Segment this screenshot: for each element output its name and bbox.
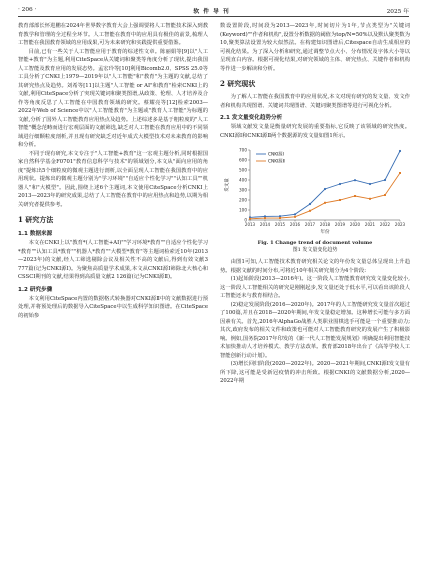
journal-year: 2025 年 [386,8,409,15]
x-tick-label: 2021 [364,222,376,227]
x-axis-label: 年份 [320,230,330,235]
data-point [384,179,386,181]
x-tick-label: 2015 [274,222,286,227]
y-tick-label: 700 [239,147,247,153]
figure-1 [220,144,410,254]
body-paragraph: (2)稳定发展阶段(2016—2020年)。2017年的人工智能研究发文量首次超过了100篇,并且在2018—2020年期间,年发文量稳定增加。这种增长可能与多方面因素有关。首先,2016年AlphaGo战胜人类职业围棋选手可能是一个重要推动力;其次,政府发布的相关文件和政策也可能对人工智能教育研究的发展产生了积极影响。例如,国务院2017年印发的《新一代人工智能发展规划》明确提出利用智能技术加快推动人才培养模式、教学方法改革。教育部2018年出台了《高等学校人工智能创新行动计划》。 [220,301,410,359]
subsection-heading: 1.1 数据来源 [18,231,53,237]
page-header [18,6,409,17]
y-tick-label: 500 [239,167,247,173]
data-point [294,216,296,218]
left-column [18,22,208,320]
x-tick-label: 2016 [289,222,301,227]
data-point [339,183,341,185]
data-point [294,213,296,215]
y-tick-label: 200 [239,197,247,203]
y-tick-label: 100 [239,207,247,213]
x-tick-label: 2020 [349,222,361,227]
y-tick-label: 300 [239,187,247,193]
x-tick-label: 2022 [379,222,391,227]
body-paragraph: 为了解人工智能在我国教育中的应用状况,本文对现有研究的发文量、发文作者和机构共现图谱、关键词共现图谱、关键词聚类图谱等进行可视化分析。 [220,94,410,109]
data-point [384,194,386,196]
y-tick-label: 0 [244,217,247,223]
data-point [354,179,356,181]
body-paragraph: 教育部部长怀进鹏在2024年世界数字教育大会上强调要将人工智能技术深入到教育教学和管理的全过程全环节。人工智能在教育中的应用具有极佳的前景,梳理人工智能在我国教育领域的应用成果,可为未来研究和实践提供重要借鉴。 [18,23,208,46]
journal-name: 软 件 导 刊 [193,8,230,15]
data-point [369,198,371,200]
body-paragraph: 目前,已有一些关于人工智能应用于教育的综述性文章。陈丽娟等[9]以"人工智能+教育"为主题,利用CiteSpace从关键词和聚类等角度分析了现状,提出我国人工智能及教育应用的发展态势。孟宏玲等[10]利用Bicomb2.0、SPSS 25.0等工具分析了CNKI上1979—2019年以"人工智能"和"教育"为主题的文献,总结了其研究热点及趋势。刘希等[11]以主题"人工智能 or AI"和教育"检索CNKI上的文献,利用CiteSpace分析了突现关键词和聚类图谱,从政策、伦理、人才培养及合作等角度反思了人工智能在中国教育领域的研究。蔡耀亮等[12]检索2003—2022年Web of Science中以"人工智能教育"为主题或"教育人工智能"为标题的文献,分析了国外人工智能教育应用热点及趋势。上述综述多是基于粗粒度的"人工智能"概念范畴而进行宏观层面的文献筛选,缺乏对人工智能在教育应用中的不同领域进行细颗粒度剖析,并且现有研究缺乏对近年成式大模型技术对未来教育的影响和分析。 [18,48,208,148]
data-point [339,199,341,201]
data-point [279,215,281,217]
y-tick-label: 400 [239,177,247,183]
x-tick-label: 2013 [244,222,256,227]
data-point [369,183,371,185]
data-point [324,202,326,204]
body-paragraph: 由图1可知,人工智能技术教育研究相关论文的年份发文量总体呈现出上升趋势。根据文献的时间分布,可将近10年相关研究划分为4个阶段: [220,259,410,274]
data-point [354,195,356,197]
data-point [399,150,401,152]
body-paragraph: 领域文献发文量是衡量研究发展的重要指标,它反映了该领域的研究热度。CNKI源Ⅰ和CNKI源Ⅱ两个数据源的发文量如图1所示。 [220,124,410,139]
data-point [249,218,251,220]
legend-label: CNKI源Ⅱ [268,159,285,165]
line-chart [220,144,410,236]
data-point [264,217,266,219]
legend-label: CNKI源Ⅰ [268,152,284,158]
body-paragraph: 不同于现有研究,本文专注于"人工智能+教育"这一宏观主题分析,同时根据国家自然科学基金F0701"教育信息科学与技术"的领域划分,本文从"面向应用的角度"提炼出5个细粒度的微观主题进行剖析,以全面呈现人工智能在我国教育中的应用现状。提炼出的微观主题分别为"学习环境""自适应个性化学习""认知工具""机器人"和"大模型"。因此,围绕上述6个主题词,本文使用CiteSpace分析CNKI上2013—2023年的研究成果,总结了人工智能在教育中的应用热点和趋势,以期为相关研究者提供参考。 [18,150,208,208]
data-point [279,217,281,219]
body-paragraph: 本文在CNKI上以"教育*(人工智能+AI)""学习环境*教育""自适应个性化学习*教育""认知工具*教育""机器人*教育""大模型*教育"等主题词检索近10年(2013—2023年)的文献,经人工筛选剔除会议及相关性不高的文献后,得到有效文献3 777篇(记为CNKI源Ⅰ)。为聚焦高质量学术成果,本文从CNKI源Ⅰ筛除北大核心和CSSCI期刊的文献,结果得到高质量文献2 126篇(记为CNKI源Ⅱ)。 [18,240,208,280]
y-axis-label: 发文量 [225,178,230,192]
y-tick-label: 600 [239,157,247,163]
figure-caption-cn: 图1 发文量变化趋势 [292,247,338,253]
page-number: · 206 · [18,7,37,13]
body-paragraph: (3)增长回归阶段(2020—2022年)。2020—2021年期间,CNKI源Ⅰ发文量有所下降,这可能是受新冠疫情的冲击所致。根据CNKI的文献数据分析,2020—2022年期 [220,361,411,384]
data-point [309,203,311,205]
subsection-heading: 1.2 研究步骤 [18,286,53,293]
x-tick-label: 2018 [319,222,331,227]
data-point [399,172,401,174]
series-line-2 [250,173,400,219]
x-tick-label: 2023 [394,222,406,227]
body-paragraph: (1)起始阶段(2013—2016年)。这一阶段人工智能教育研究发文量变化较小,这一阶段人工智能相关的研究是刚刚起步,发文量还处于低水平,可以看出该阶段人工智能还未与教育相结合。 [220,276,410,299]
body-paragraph: 数设置阶段,时间段为2013—2023年,时间切片为1年,节点类型为"关键词(Keyword)""作者和机构",设置分析数据的阈值为top/N=50%以及默认聚类数为10,聚类算法设置为较大似然法。在构建知识图谱后,Citespace自动生成相应的可视化结果。为了深入分析和研究,通过调整节点大小、分布情况及字体大小等以呈现直白内容。根据可视化结果,对研究领域的主体、研究热点、关键作者和机构等作进一步解读和分析。 [220,23,410,72]
data-point [309,210,311,212]
x-tick-label: 2019 [334,222,346,227]
data-point [324,188,326,190]
section-heading: 1 研究方法 [18,215,54,224]
section-heading: 2 研究现状 [220,79,256,88]
subsection-heading: 2.1 发文量变化趋势分析 [220,115,283,121]
body-paragraph: 本文利用CiteSpace内置的数据格式转换器对CNKI源Ⅱ中的文献数据进行预处理,并将预处理后的数据导入CiteSpace中以生成科学知识图谱。在CiteSpace的初始参 [18,295,208,319]
figure-caption-en: Fig. 1 Change trend of document volume [257,240,373,246]
right-column [220,22,410,386]
x-tick-label: 2014 [259,222,271,227]
x-tick-label: 2017 [304,222,316,227]
